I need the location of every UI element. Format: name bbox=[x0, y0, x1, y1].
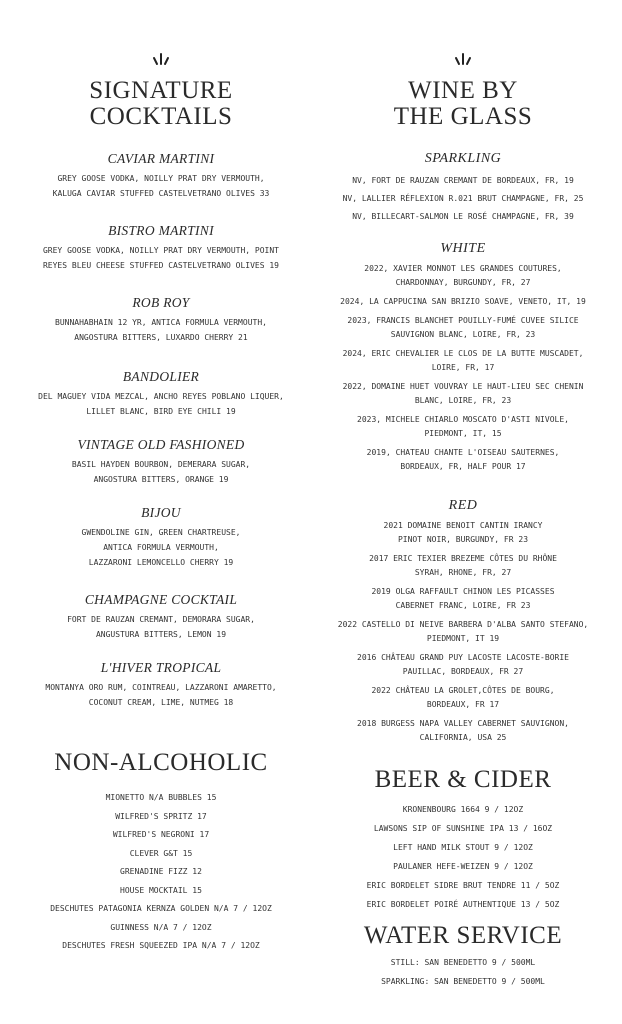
wine-item: 2024, LA CAPPUCINA SAN BRIZIO SOAVE, VENETO, IT, 19 bbox=[340, 297, 586, 306]
wine-item: 2022, DOMAINE HUET VOUVRAY LE HAUT-LIEU SEC CHENIN BLANC, LOIRE, FR, 23 bbox=[342, 382, 584, 405]
water-list bbox=[318, 953, 608, 991]
list-item: DESCHUTES PATAGONIA KERNZA GOLDEN N/A 7 / 12OZ bbox=[50, 904, 272, 913]
wine-item: 2023, FRANCIS BLANCHET POUILLY-FUMÉ CUVEE SILICE SAUVIGNON BLANC, LOIRE, FR, 23 bbox=[347, 316, 579, 339]
cocktail-name: CHAMPAGNE COCKTAIL bbox=[84, 592, 238, 607]
cocktail-name: BISTRO MARTINI bbox=[108, 223, 214, 238]
cocktail-item bbox=[16, 369, 306, 419]
list-item: CLEVER G&T 15 bbox=[129, 848, 193, 858]
cocktail-name: L'HIVER TROPICAL bbox=[100, 660, 222, 675]
cocktail-item bbox=[16, 505, 306, 570]
cocktail-name: ROB ROY bbox=[132, 295, 190, 310]
wine-item: NV, BILLECART-SALMON LE ROSÉ CHAMPAGNE, FR, 39 bbox=[352, 212, 574, 221]
cocktail-item bbox=[16, 295, 306, 345]
cocktail-name: VINTAGE OLD FASHIONED bbox=[77, 437, 245, 452]
non-alcoholic-title: NON-ALCOHOLIC bbox=[54, 749, 268, 776]
beer-item: ERIC BORDELET POIRÉ AUTHENTIQUE 13 / 5OZ bbox=[366, 900, 560, 909]
wine-item: 2019 OLGA RAFFAULT CHINON LES PICASSES CABERNET FRANC, LOIRE, FR 23 bbox=[371, 587, 555, 610]
red-title: RED bbox=[448, 498, 478, 513]
list-item: HOUSE MOCKTAIL 15 bbox=[120, 885, 202, 895]
beer-list bbox=[318, 800, 608, 914]
list-item: DESCHUTES FRESH SQUEEZED IPA N/A 7 / 12OZ bbox=[62, 941, 260, 950]
cocktail-item bbox=[16, 660, 306, 710]
wine-item: NV, FORT DE RAUZAN CREMANT DE BORDEAUX, FR, 19 bbox=[352, 176, 574, 185]
cocktail-item bbox=[16, 151, 306, 201]
cocktail-desc: BUNNAHABHAIN 12 YR, ANTICA FORMULA VERMOUTH, ANGOSTURA BITTERS, LUXARDO CHERRY 21 bbox=[55, 318, 267, 342]
cocktail-desc: GWENDOLINE GIN, GREEN CHARTREUSE, ANTICA FORMULA VERMOUTH, LAZZARONI LEMONCELLO CHERRY 19 bbox=[81, 528, 241, 567]
beer-item: KRONENBOURG 1664 9 / 12OZ bbox=[402, 805, 524, 814]
list-item: GUINNESS N/A 7 / 12OZ bbox=[110, 922, 212, 932]
cocktail-name: BANDOLIER bbox=[122, 369, 200, 384]
list-item: MIONETTO N/A BUBBLES 15 bbox=[105, 793, 217, 802]
cocktail-desc: GREY GOOSE VODKA, NOILLY PRAT DRY VERMOUTH, KALUGA CAVIAR STUFFED CASTELVETRANO OLIVES 33 bbox=[52, 174, 270, 198]
wine-item: NV, LALLIER RÉFLEXION R.021 BRUT CHAMPAGNE, FR, 25 bbox=[342, 194, 584, 203]
beer-item: PAULANER HEFE-WEIZEN 9 / 12OZ bbox=[393, 862, 533, 871]
cocktail-item bbox=[16, 223, 306, 273]
sprig-ornament-icon bbox=[451, 52, 475, 68]
list-item: GRENADINE FIZZ 12 bbox=[120, 867, 202, 876]
cocktail-desc: MONTANYA ORO RUM, COINTREAU, LAZZARONI AMARETTO, COCONUT CREAM, LIME, NUTMEG 18 bbox=[45, 683, 277, 707]
wine-item: 2021 DOMAINE BENOIT CANTIN IRANCY PINOT NOIR, BURGUNDY, FR 23 bbox=[383, 521, 543, 544]
sprig-ornament-icon bbox=[149, 52, 173, 68]
water-item: SPARKLING: SAN BENEDETTO 9 / 500ML bbox=[381, 977, 545, 986]
cocktail-desc: GREY GOOSE VODKA, NOILLY PRAT DRY VERMOUTH, POINT REYES BLEU CHEESE STUFFED CASTELVETRANO OLIVES 19 bbox=[42, 246, 279, 270]
beer-item: ERIC BORDELET SIDRE BRUT TENDRE 11 / 5OZ bbox=[366, 881, 560, 890]
wine-item: 2017 ERIC TEXIER BREZEME CÔTES DU RHÔNE SYRAH, RHONE, FR, 27 bbox=[369, 554, 557, 577]
white-title: WHITE bbox=[440, 241, 486, 256]
list-item: WILFRED'S NEGRONI 17 bbox=[112, 830, 210, 839]
cocktail-item bbox=[16, 437, 306, 487]
cocktail-desc: FORT DE RAUZAN CREMANT, DEMORARA SUGAR, ANGUSTURA BITTERS, LEMON 19 bbox=[67, 615, 255, 639]
wine-item: 2018 BURGESS NAPA VALLEY CABERNET SAUVIGNON, CALIFORNIA, USA 25 bbox=[357, 719, 569, 742]
beer-item: LAWSONS SIP OF SUNSHINE IPA 13 / 16OZ bbox=[373, 824, 553, 833]
wine-item: 2022, XAVIER MONNOT LES GRANDES COUTURES, CHARDONNAY, BURGUNDY, FR, 27 bbox=[364, 264, 562, 287]
cocktail-name: BIJOU bbox=[141, 505, 181, 520]
beer-item: LEFT HAND MILK STOUT 9 / 12OZ bbox=[393, 843, 533, 852]
water-title: WATER SERVICE bbox=[363, 922, 563, 949]
sparkling-list bbox=[318, 172, 608, 226]
beer-title: BEER & CIDER bbox=[374, 766, 552, 793]
cocktail-desc: DEL MAGUEY VIDA MEZCAL, ANCHO REYES POBLANO LIQUER, LILLET BLANC, BIRD EYE CHILI 19 bbox=[38, 392, 284, 416]
white-list bbox=[318, 262, 608, 474]
list-item: WILFRED'S SPRITZ 17 bbox=[115, 811, 207, 821]
non-alcoholic-list bbox=[16, 789, 306, 956]
wine-item: 2019, CHATEAU CHANTE L'OISEAU SAUTERNES, BORDEAUX, FR, HALF POUR 17 bbox=[366, 448, 560, 471]
cocktail-item bbox=[16, 592, 306, 642]
wine-item: 2016 CHÂTEAU GRAND PUY LACOSTE LACOSTE-BORIE PAUILLAC, BORDEAUX, FR 27 bbox=[357, 653, 569, 676]
water-item: STILL: SAN BENEDETTO 9 / 500ML bbox=[390, 958, 536, 967]
wine-item: 2022 CASTELLO DI NEIVE BARBERA D'ALBA SANTO STEFANO, PIEDMONT, IT 19 bbox=[337, 620, 589, 643]
cocktail-name: CAVIAR MARTINI bbox=[107, 151, 215, 166]
wine-item: 2023, MICHELE CHIARLO MOSCATO D'ASTI NIVOLE, PIEDMONT, IT, 15 bbox=[357, 415, 569, 438]
red-list bbox=[318, 519, 608, 745]
wine-item: 2022 CHÂTEAU LA GROLET,CÔTES DE BOURG, BORDEAUX, FR 17 bbox=[371, 686, 555, 709]
signature-title: SIGNATURE COCKTAILS bbox=[89, 77, 233, 130]
sparkling-title: SPARKLING bbox=[424, 151, 502, 166]
cocktail-desc: BASIL HAYDEN BOURBON, DEMERARA SUGAR, ANGOSTURA BITTERS, ORANGE 19 bbox=[71, 460, 251, 484]
wine-item: 2024, ERIC CHEVALIER LE CLOS DE LA BUTTE MUSCADET, LOIRE, FR, 17 bbox=[342, 349, 584, 372]
wine-title: WINE BY THE GLASS bbox=[393, 77, 533, 130]
